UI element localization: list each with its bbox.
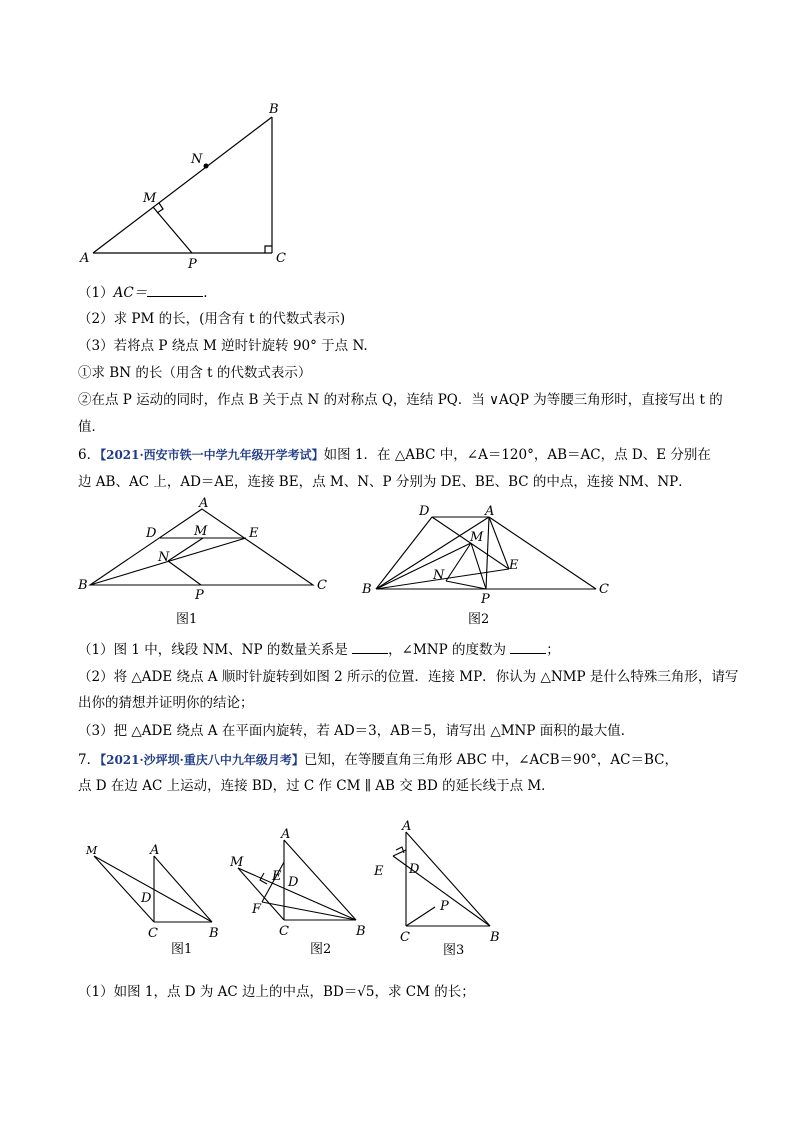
label-p: P: [188, 257, 197, 272]
figure-triangle-abc: [0, 0, 794, 280]
q7-stem-line1: 7．【2021·沙坪坝·重庆八中九年级月考】已知，在等腰直角三角形 ABC 中，∠ACB＝90°，AC＝BC，: [78, 752, 679, 768]
q5-part2: （2）求 PM 的长，(用含有 t 的代数式表示): [78, 311, 346, 327]
label-p: P: [440, 899, 449, 914]
label-d: D: [288, 875, 299, 890]
caption-fig2: 图2: [310, 942, 332, 957]
label-e: E: [374, 864, 384, 879]
label-a: A: [281, 827, 291, 842]
q5-part3-2: ②在点 P 运动的同时，作点 B 关于点 N 的对称点 Q，连结 PQ．当 ∨AQP 为等腰三角形时，直接写出 t 的: [78, 392, 723, 408]
label-a: A: [402, 819, 412, 834]
q5-part3-1: ①求 BN 的长（用含 t 的代数式表示）: [78, 365, 312, 381]
right-angle-mark-m: [157, 203, 163, 213]
q6-part1: （1）图 1 中，线段 NM、NP 的数量关系是 ，∠MNP 的度数为 ；: [78, 642, 560, 658]
segment-ae: [489, 517, 509, 569]
segment-ea: [393, 850, 406, 856]
label-n: N: [158, 550, 170, 565]
answer-blank-1: [352, 641, 388, 654]
segment-ac: [489, 517, 596, 589]
label-c: C: [400, 930, 410, 945]
label-e: E: [249, 526, 259, 541]
label-c: C: [279, 924, 289, 939]
label-p: P: [195, 588, 204, 603]
label-b: B: [362, 582, 372, 597]
q7-source: 【2021·沙坪坝·重庆八中九年级月考】: [100, 753, 304, 767]
q7-part1: （1）如图 1，点 D 为 AC 边上的中点，BD＝√5，求 CM 的长；: [78, 984, 475, 1000]
segment-np: [446, 581, 486, 589]
caption-fig1: 图1: [176, 612, 198, 627]
label-p: P: [481, 592, 490, 607]
answer-blank-2: [510, 641, 546, 654]
label-m: M: [194, 524, 208, 539]
label-m: M: [143, 191, 157, 206]
label-b: B: [78, 578, 88, 593]
segment-ab: [93, 117, 272, 253]
label-d: D: [409, 862, 420, 877]
q7-figure-3: [0, 810, 600, 965]
q6-stem-line2: 边 AB、AC 上，AD＝AE，连接 BE，点 M、N、P 分别为 DE、BE、BC 的中点，连接 NM、NP．: [78, 474, 692, 490]
label-a: A: [80, 251, 90, 266]
q5-part3-2-cont: 值．: [78, 419, 105, 435]
right-angle-mark-c: [265, 246, 272, 253]
q5-part3: （3）若将点 P 绕点 M 逆时针旋转 90° 于点 N.: [78, 338, 368, 354]
label-b: B: [209, 926, 219, 941]
segment-eb: [393, 856, 490, 926]
label-m: M: [470, 530, 484, 545]
q6-source: 【2021·西安市铁一中学九年级开学考试】: [100, 448, 324, 462]
label-b: B: [490, 930, 500, 945]
answer-blank: [147, 284, 203, 297]
label-a: A: [199, 496, 209, 511]
caption-fig1: 图1: [171, 942, 193, 957]
caption-fig2: 图2: [468, 612, 490, 627]
label-n: N: [191, 152, 203, 167]
segment-db: [376, 517, 432, 589]
point-n: [204, 164, 209, 169]
label-m: M: [86, 844, 98, 857]
label-d: D: [419, 504, 430, 519]
caption-fig3: 图3: [443, 943, 465, 958]
label-e: E: [272, 869, 282, 884]
label-b: B: [356, 924, 366, 939]
segment-mp: [471, 543, 486, 589]
label-d: D: [146, 526, 157, 541]
label-d: D: [141, 891, 152, 906]
label-c: C: [599, 582, 609, 597]
q6-stem-line1: 6．【2021·西安市铁一中学九年级开学考试】如图 1．在 △ABC 中，∠A＝120°，AB＝AC，点 D、E 分别在: [78, 447, 711, 463]
label-f: F: [252, 902, 262, 917]
label-c: C: [317, 578, 327, 593]
q6-part2-line1: （2）将 △ADE 绕点 A 顺时针旋转到如图 2 所示的位置．连接 MP．你认为 △NMP 是什么特殊三角形，请写: [78, 669, 739, 685]
q6-part2-line2: 出你的猜想并证明你的结论；: [78, 695, 254, 711]
q5-part1: （1）AC＝ .: [78, 285, 208, 301]
label-a: A: [150, 843, 160, 858]
label-m: M: [230, 855, 244, 870]
segment-ap: [486, 517, 489, 589]
label-c: C: [276, 251, 286, 266]
q7-stem-line2: 点 D 在边 AC 上运动，连接 BD，过 C 作 CM ∥ AB 交 BD 的延长线于点 M．: [78, 778, 555, 794]
label-a: A: [485, 504, 495, 519]
right-angle-mark-e: [396, 847, 404, 853]
segment-mp: [153, 207, 192, 253]
label-e: E: [509, 558, 519, 573]
label-b: B: [269, 102, 279, 117]
q6-part3: （3）把 △ADE 绕点 A 在平面内旋转，若 AD＝3，AB＝5，请写出 △MNP 面积的最大值．: [78, 723, 635, 739]
segment-cp: [406, 907, 435, 926]
label-c: C: [148, 926, 158, 941]
q6-figure-2: [0, 495, 794, 635]
label-n: N: [433, 568, 445, 583]
